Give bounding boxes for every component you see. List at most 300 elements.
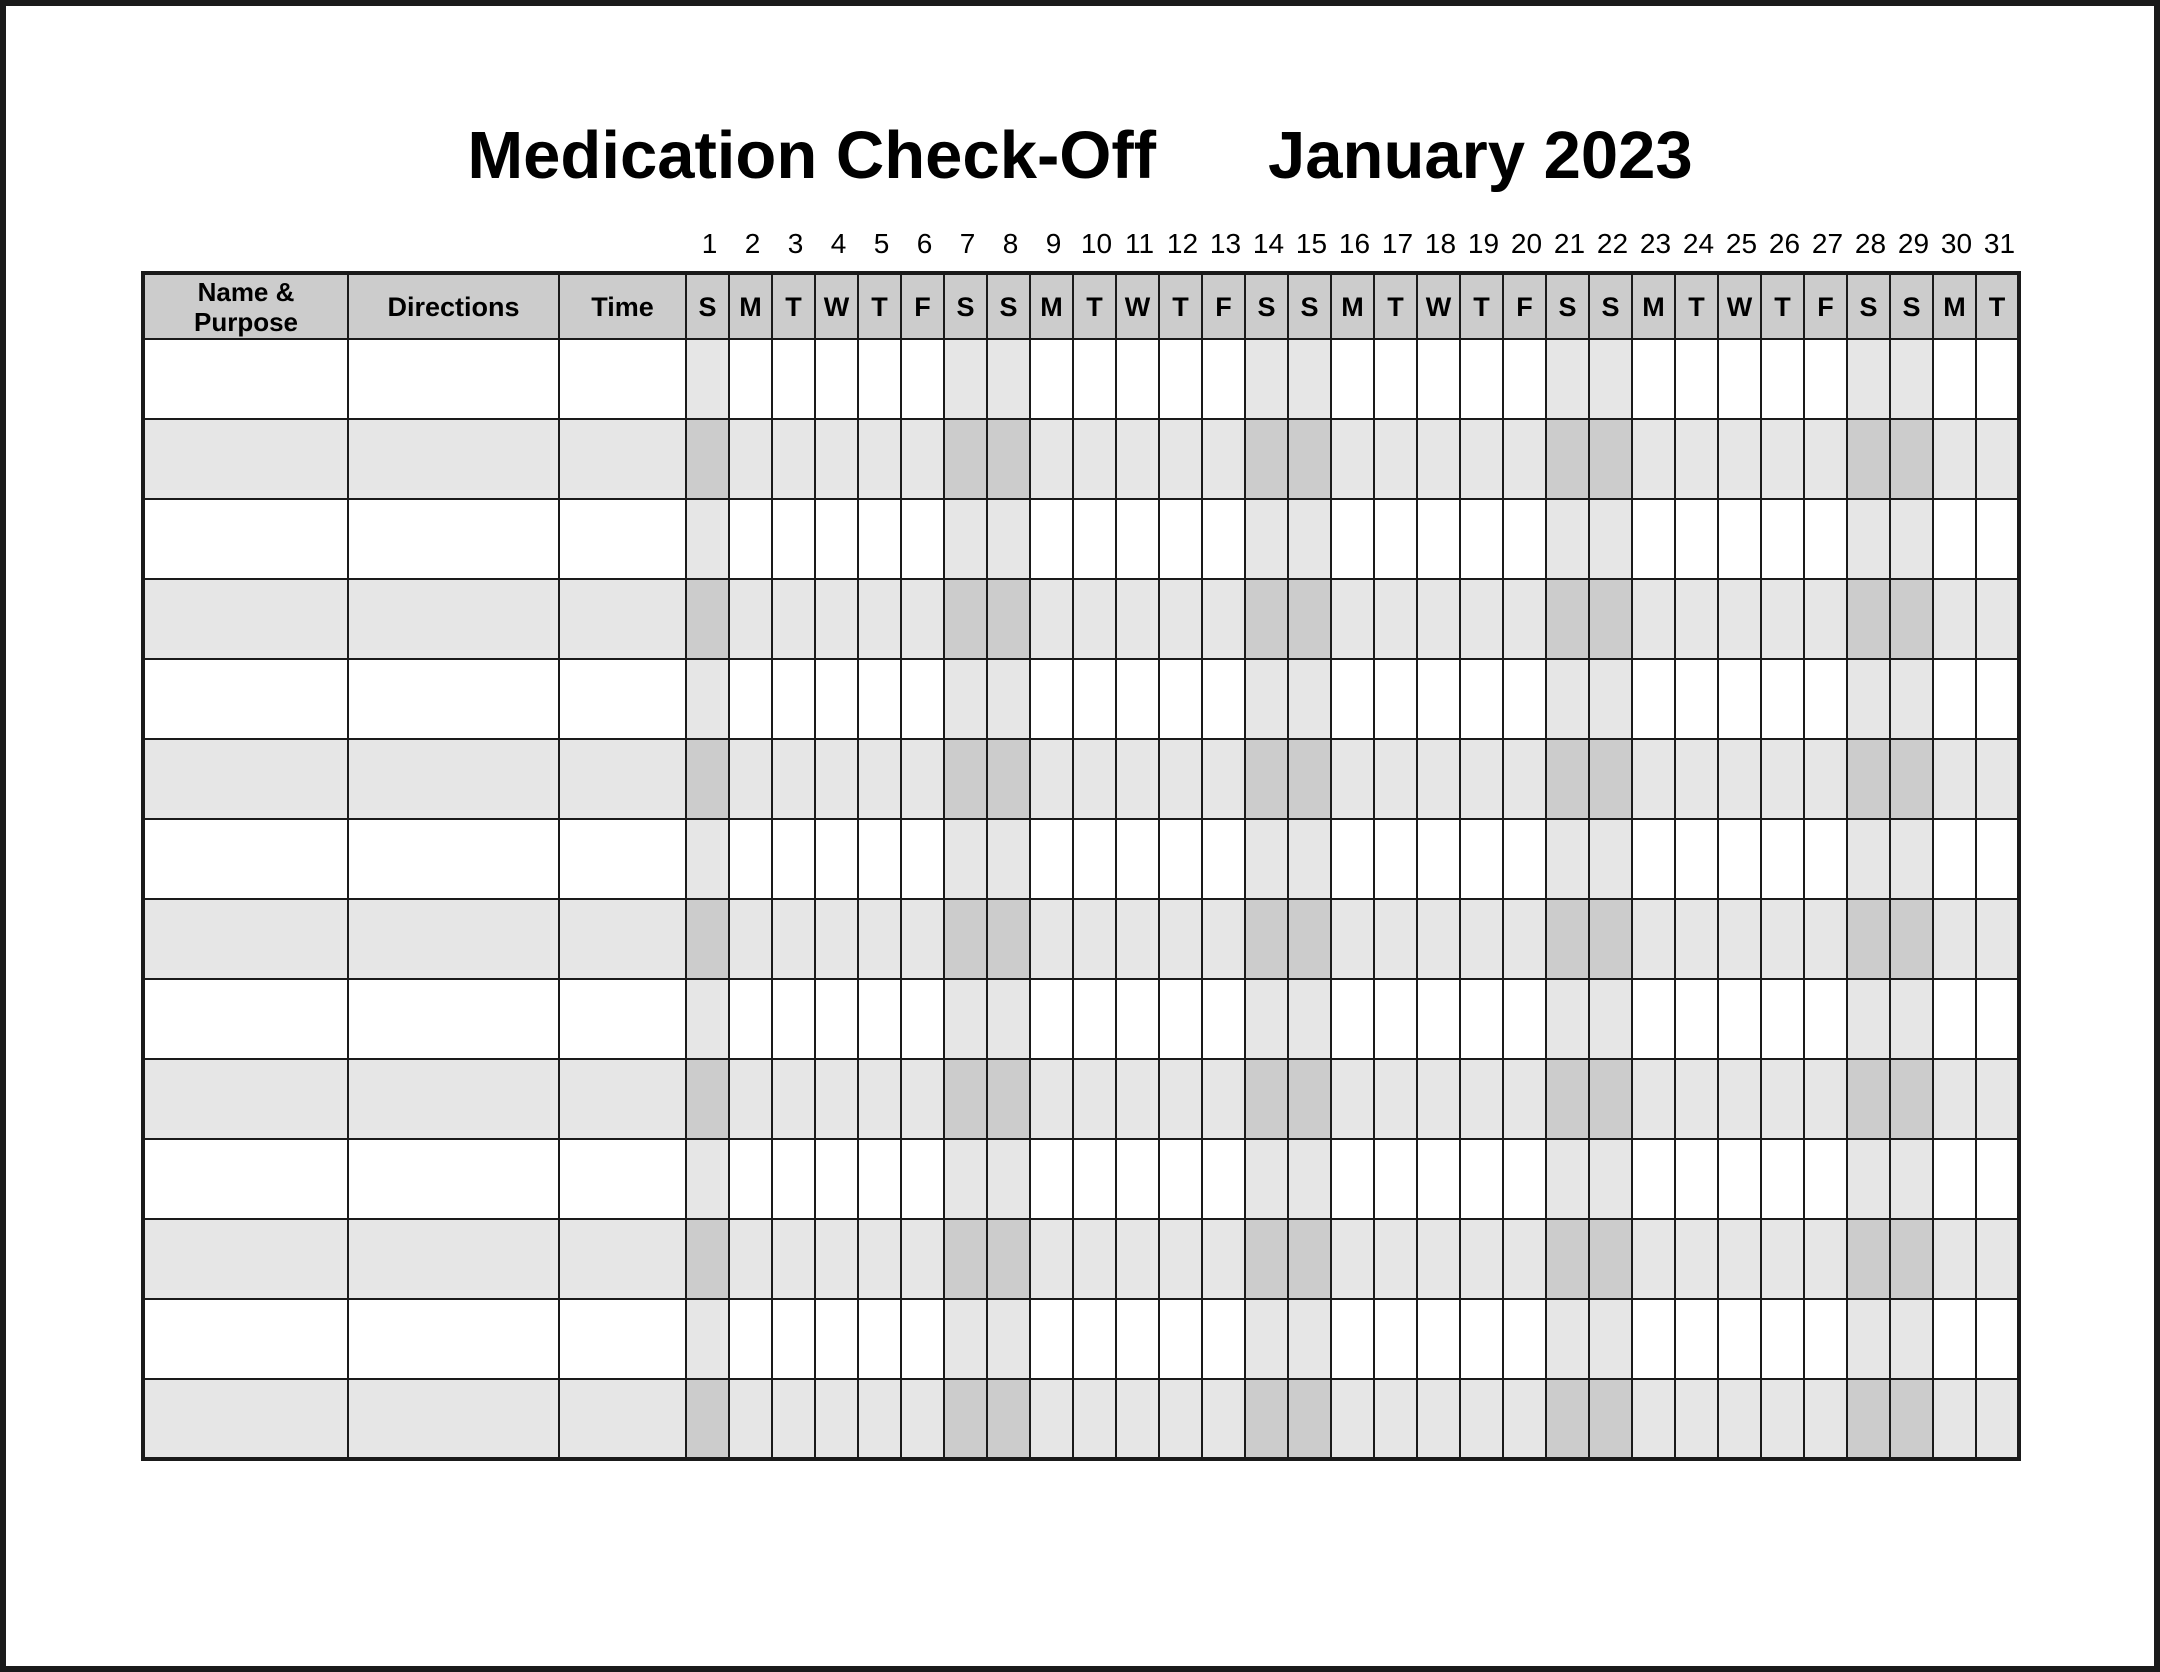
directions-cell[interactable]: [348, 339, 559, 419]
check-off-cell[interactable]: [1159, 739, 1202, 819]
check-off-cell[interactable]: [1847, 579, 1890, 659]
check-off-cell[interactable]: [1116, 979, 1159, 1059]
check-off-cell[interactable]: [1804, 1299, 1847, 1379]
check-off-cell[interactable]: [815, 1379, 858, 1459]
check-off-cell[interactable]: [1718, 899, 1761, 979]
check-off-cell[interactable]: [1288, 819, 1331, 899]
check-off-cell[interactable]: [1589, 739, 1632, 819]
check-off-cell[interactable]: [1288, 579, 1331, 659]
check-off-cell[interactable]: [1503, 899, 1546, 979]
check-off-cell[interactable]: [1718, 739, 1761, 819]
check-off-cell[interactable]: [772, 339, 815, 419]
check-off-cell[interactable]: [1374, 339, 1417, 419]
check-off-cell[interactable]: [772, 1139, 815, 1219]
check-off-cell[interactable]: [815, 659, 858, 739]
check-off-cell[interactable]: [772, 579, 815, 659]
check-off-cell[interactable]: [1632, 659, 1675, 739]
check-off-cell[interactable]: [1761, 659, 1804, 739]
check-off-cell[interactable]: [1030, 339, 1073, 419]
check-off-cell[interactable]: [1116, 1059, 1159, 1139]
check-off-cell[interactable]: [1245, 979, 1288, 1059]
check-off-cell[interactable]: [1202, 659, 1245, 739]
check-off-cell[interactable]: [987, 1299, 1030, 1379]
check-off-cell[interactable]: [1116, 659, 1159, 739]
name-purpose-cell[interactable]: [143, 1059, 348, 1139]
check-off-cell[interactable]: [987, 899, 1030, 979]
check-off-cell[interactable]: [772, 499, 815, 579]
check-off-cell[interactable]: [1245, 579, 1288, 659]
check-off-cell[interactable]: [1847, 979, 1890, 1059]
check-off-cell[interactable]: [1675, 899, 1718, 979]
check-off-cell[interactable]: [1933, 819, 1976, 899]
check-off-cell[interactable]: [1546, 819, 1589, 899]
check-off-cell[interactable]: [772, 419, 815, 499]
check-off-cell[interactable]: [1804, 1139, 1847, 1219]
check-off-cell[interactable]: [729, 579, 772, 659]
check-off-cell[interactable]: [1675, 579, 1718, 659]
check-off-cell[interactable]: [1030, 659, 1073, 739]
check-off-cell[interactable]: [1202, 579, 1245, 659]
check-off-cell[interactable]: [1804, 659, 1847, 739]
check-off-cell[interactable]: [729, 339, 772, 419]
check-off-cell[interactable]: [1159, 979, 1202, 1059]
check-off-cell[interactable]: [1847, 659, 1890, 739]
check-off-cell[interactable]: [1761, 1299, 1804, 1379]
check-off-cell[interactable]: [1503, 499, 1546, 579]
check-off-cell[interactable]: [1202, 1219, 1245, 1299]
directions-cell[interactable]: [348, 1299, 559, 1379]
check-off-cell[interactable]: [987, 659, 1030, 739]
check-off-cell[interactable]: [729, 979, 772, 1059]
check-off-cell[interactable]: [1202, 1139, 1245, 1219]
check-off-cell[interactable]: [686, 419, 729, 499]
check-off-cell[interactable]: [1546, 979, 1589, 1059]
check-off-cell[interactable]: [815, 419, 858, 499]
check-off-cell[interactable]: [1976, 739, 2019, 819]
check-off-cell[interactable]: [901, 1139, 944, 1219]
check-off-cell[interactable]: [1632, 1379, 1675, 1459]
check-off-cell[interactable]: [1331, 419, 1374, 499]
check-off-cell[interactable]: [686, 659, 729, 739]
check-off-cell[interactable]: [1288, 1059, 1331, 1139]
check-off-cell[interactable]: [1589, 899, 1632, 979]
check-off-cell[interactable]: [772, 1379, 815, 1459]
check-off-cell[interactable]: [1890, 1139, 1933, 1219]
name-purpose-cell[interactable]: [143, 339, 348, 419]
check-off-cell[interactable]: [1288, 1299, 1331, 1379]
directions-cell[interactable]: [348, 1379, 559, 1459]
check-off-cell[interactable]: [1073, 979, 1116, 1059]
check-off-cell[interactable]: [1761, 339, 1804, 419]
directions-cell[interactable]: [348, 1059, 559, 1139]
check-off-cell[interactable]: [1503, 579, 1546, 659]
check-off-cell[interactable]: [901, 1059, 944, 1139]
check-off-cell[interactable]: [1202, 1059, 1245, 1139]
check-off-cell[interactable]: [987, 499, 1030, 579]
check-off-cell[interactable]: [1503, 979, 1546, 1059]
check-off-cell[interactable]: [729, 1139, 772, 1219]
check-off-cell[interactable]: [729, 1219, 772, 1299]
check-off-cell[interactable]: [1159, 1139, 1202, 1219]
check-off-cell[interactable]: [1503, 1299, 1546, 1379]
check-off-cell[interactable]: [1073, 899, 1116, 979]
check-off-cell[interactable]: [686, 1299, 729, 1379]
name-purpose-cell[interactable]: [143, 1299, 348, 1379]
check-off-cell[interactable]: [1460, 899, 1503, 979]
check-off-cell[interactable]: [1331, 1059, 1374, 1139]
check-off-cell[interactable]: [1030, 1299, 1073, 1379]
check-off-cell[interactable]: [858, 339, 901, 419]
check-off-cell[interactable]: [858, 499, 901, 579]
check-off-cell[interactable]: [1460, 739, 1503, 819]
check-off-cell[interactable]: [1632, 579, 1675, 659]
check-off-cell[interactable]: [815, 499, 858, 579]
check-off-cell[interactable]: [858, 579, 901, 659]
check-off-cell[interactable]: [944, 899, 987, 979]
check-off-cell[interactable]: [944, 659, 987, 739]
check-off-cell[interactable]: [815, 1219, 858, 1299]
check-off-cell[interactable]: [1460, 499, 1503, 579]
check-off-cell[interactable]: [1675, 1139, 1718, 1219]
check-off-cell[interactable]: [729, 899, 772, 979]
check-off-cell[interactable]: [1503, 1219, 1546, 1299]
check-off-cell[interactable]: [1718, 339, 1761, 419]
check-off-cell[interactable]: [1245, 819, 1288, 899]
check-off-cell[interactable]: [686, 1219, 729, 1299]
check-off-cell[interactable]: [1632, 899, 1675, 979]
check-off-cell[interactable]: [1847, 1379, 1890, 1459]
check-off-cell[interactable]: [1761, 579, 1804, 659]
check-off-cell[interactable]: [1073, 1139, 1116, 1219]
time-cell[interactable]: [559, 1219, 686, 1299]
check-off-cell[interactable]: [1933, 739, 1976, 819]
directions-cell[interactable]: [348, 1139, 559, 1219]
check-off-cell[interactable]: [1460, 579, 1503, 659]
check-off-cell[interactable]: [1460, 1139, 1503, 1219]
check-off-cell[interactable]: [1804, 899, 1847, 979]
check-off-cell[interactable]: [1202, 979, 1245, 1059]
time-cell[interactable]: [559, 1299, 686, 1379]
check-off-cell[interactable]: [901, 1379, 944, 1459]
check-off-cell[interactable]: [1847, 1059, 1890, 1139]
check-off-cell[interactable]: [901, 339, 944, 419]
check-off-cell[interactable]: [815, 819, 858, 899]
check-off-cell[interactable]: [686, 1139, 729, 1219]
check-off-cell[interactable]: [1202, 819, 1245, 899]
check-off-cell[interactable]: [1589, 499, 1632, 579]
check-off-cell[interactable]: [1976, 819, 2019, 899]
check-off-cell[interactable]: [772, 899, 815, 979]
check-off-cell[interactable]: [1976, 979, 2019, 1059]
check-off-cell[interactable]: [1245, 339, 1288, 419]
check-off-cell[interactable]: [944, 979, 987, 1059]
check-off-cell[interactable]: [729, 1059, 772, 1139]
check-off-cell[interactable]: [1804, 339, 1847, 419]
check-off-cell[interactable]: [1417, 1219, 1460, 1299]
check-off-cell[interactable]: [1030, 499, 1073, 579]
check-off-cell[interactable]: [1503, 819, 1546, 899]
check-off-cell[interactable]: [1804, 1059, 1847, 1139]
check-off-cell[interactable]: [1245, 1139, 1288, 1219]
check-off-cell[interactable]: [1460, 1299, 1503, 1379]
check-off-cell[interactable]: [1933, 1139, 1976, 1219]
check-off-cell[interactable]: [901, 899, 944, 979]
check-off-cell[interactable]: [1374, 1379, 1417, 1459]
check-off-cell[interactable]: [858, 979, 901, 1059]
check-off-cell[interactable]: [1675, 739, 1718, 819]
check-off-cell[interactable]: [1417, 659, 1460, 739]
check-off-cell[interactable]: [1374, 819, 1417, 899]
check-off-cell[interactable]: [1374, 899, 1417, 979]
check-off-cell[interactable]: [1202, 419, 1245, 499]
check-off-cell[interactable]: [1331, 1139, 1374, 1219]
check-off-cell[interactable]: [1847, 1139, 1890, 1219]
check-off-cell[interactable]: [1503, 1059, 1546, 1139]
name-purpose-cell[interactable]: [143, 899, 348, 979]
check-off-cell[interactable]: [1073, 579, 1116, 659]
check-off-cell[interactable]: [1159, 1379, 1202, 1459]
check-off-cell[interactable]: [1073, 1299, 1116, 1379]
check-off-cell[interactable]: [1804, 1379, 1847, 1459]
check-off-cell[interactable]: [686, 899, 729, 979]
check-off-cell[interactable]: [1159, 1299, 1202, 1379]
check-off-cell[interactable]: [1417, 579, 1460, 659]
check-off-cell[interactable]: [1546, 1059, 1589, 1139]
check-off-cell[interactable]: [1632, 739, 1675, 819]
check-off-cell[interactable]: [1761, 1059, 1804, 1139]
directions-cell[interactable]: [348, 419, 559, 499]
check-off-cell[interactable]: [1804, 819, 1847, 899]
check-off-cell[interactable]: [686, 739, 729, 819]
check-off-cell[interactable]: [1288, 739, 1331, 819]
check-off-cell[interactable]: [1890, 499, 1933, 579]
check-off-cell[interactable]: [1159, 499, 1202, 579]
check-off-cell[interactable]: [1503, 339, 1546, 419]
time-cell[interactable]: [559, 579, 686, 659]
check-off-cell[interactable]: [1159, 659, 1202, 739]
check-off-cell[interactable]: [1159, 899, 1202, 979]
check-off-cell[interactable]: [686, 819, 729, 899]
check-off-cell[interactable]: [1503, 419, 1546, 499]
check-off-cell[interactable]: [1374, 1139, 1417, 1219]
check-off-cell[interactable]: [1460, 659, 1503, 739]
check-off-cell[interactable]: [729, 419, 772, 499]
check-off-cell[interactable]: [1546, 659, 1589, 739]
check-off-cell[interactable]: [1202, 899, 1245, 979]
check-off-cell[interactable]: [1933, 1379, 1976, 1459]
check-off-cell[interactable]: [1933, 899, 1976, 979]
check-off-cell[interactable]: [1159, 419, 1202, 499]
check-off-cell[interactable]: [944, 339, 987, 419]
check-off-cell[interactable]: [1460, 1059, 1503, 1139]
check-off-cell[interactable]: [1890, 739, 1933, 819]
check-off-cell[interactable]: [1761, 819, 1804, 899]
check-off-cell[interactable]: [1245, 499, 1288, 579]
check-off-cell[interactable]: [1804, 419, 1847, 499]
directions-cell[interactable]: [348, 899, 559, 979]
check-off-cell[interactable]: [1675, 1299, 1718, 1379]
check-off-cell[interactable]: [1632, 1139, 1675, 1219]
check-off-cell[interactable]: [1933, 339, 1976, 419]
check-off-cell[interactable]: [1116, 1219, 1159, 1299]
check-off-cell[interactable]: [1761, 1139, 1804, 1219]
name-purpose-cell[interactable]: [143, 659, 348, 739]
time-cell[interactable]: [559, 739, 686, 819]
check-off-cell[interactable]: [1116, 579, 1159, 659]
check-off-cell[interactable]: [1589, 1139, 1632, 1219]
check-off-cell[interactable]: [1245, 739, 1288, 819]
check-off-cell[interactable]: [1718, 1219, 1761, 1299]
check-off-cell[interactable]: [1159, 819, 1202, 899]
check-off-cell[interactable]: [686, 579, 729, 659]
check-off-cell[interactable]: [1116, 899, 1159, 979]
check-off-cell[interactable]: [1030, 1059, 1073, 1139]
check-off-cell[interactable]: [1202, 499, 1245, 579]
check-off-cell[interactable]: [1546, 739, 1589, 819]
check-off-cell[interactable]: [1933, 579, 1976, 659]
check-off-cell[interactable]: [1202, 739, 1245, 819]
check-off-cell[interactable]: [1116, 819, 1159, 899]
check-off-cell[interactable]: [1417, 739, 1460, 819]
check-off-cell[interactable]: [987, 739, 1030, 819]
check-off-cell[interactable]: [858, 819, 901, 899]
check-off-cell[interactable]: [1460, 1379, 1503, 1459]
check-off-cell[interactable]: [686, 339, 729, 419]
time-cell[interactable]: [559, 419, 686, 499]
check-off-cell[interactable]: [1976, 899, 2019, 979]
check-off-cell[interactable]: [944, 419, 987, 499]
check-off-cell[interactable]: [1847, 1299, 1890, 1379]
check-off-cell[interactable]: [1331, 739, 1374, 819]
check-off-cell[interactable]: [1030, 899, 1073, 979]
check-off-cell[interactable]: [729, 499, 772, 579]
check-off-cell[interactable]: [1632, 499, 1675, 579]
check-off-cell[interactable]: [1890, 979, 1933, 1059]
check-off-cell[interactable]: [1847, 1219, 1890, 1299]
check-off-cell[interactable]: [815, 1299, 858, 1379]
name-purpose-cell[interactable]: [143, 579, 348, 659]
check-off-cell[interactable]: [1933, 659, 1976, 739]
check-off-cell[interactable]: [1030, 979, 1073, 1059]
check-off-cell[interactable]: [1331, 339, 1374, 419]
check-off-cell[interactable]: [1632, 339, 1675, 419]
check-off-cell[interactable]: [1675, 659, 1718, 739]
time-cell[interactable]: [559, 899, 686, 979]
check-off-cell[interactable]: [1589, 659, 1632, 739]
check-off-cell[interactable]: [1073, 1219, 1116, 1299]
check-off-cell[interactable]: [1976, 499, 2019, 579]
check-off-cell[interactable]: [987, 979, 1030, 1059]
check-off-cell[interactable]: [1546, 899, 1589, 979]
check-off-cell[interactable]: [944, 1219, 987, 1299]
check-off-cell[interactable]: [1718, 1299, 1761, 1379]
check-off-cell[interactable]: [1546, 419, 1589, 499]
check-off-cell[interactable]: [1546, 1299, 1589, 1379]
check-off-cell[interactable]: [1761, 499, 1804, 579]
check-off-cell[interactable]: [1632, 1219, 1675, 1299]
check-off-cell[interactable]: [1976, 659, 2019, 739]
check-off-cell[interactable]: [1460, 419, 1503, 499]
check-off-cell[interactable]: [1976, 1379, 2019, 1459]
check-off-cell[interactable]: [1503, 659, 1546, 739]
check-off-cell[interactable]: [1116, 339, 1159, 419]
check-off-cell[interactable]: [772, 819, 815, 899]
check-off-cell[interactable]: [858, 1139, 901, 1219]
check-off-cell[interactable]: [772, 659, 815, 739]
directions-cell[interactable]: [348, 579, 559, 659]
check-off-cell[interactable]: [815, 899, 858, 979]
check-off-cell[interactable]: [1073, 819, 1116, 899]
check-off-cell[interactable]: [1847, 419, 1890, 499]
check-off-cell[interactable]: [1374, 979, 1417, 1059]
check-off-cell[interactable]: [987, 819, 1030, 899]
directions-cell[interactable]: [348, 659, 559, 739]
check-off-cell[interactable]: [686, 979, 729, 1059]
check-off-cell[interactable]: [815, 339, 858, 419]
check-off-cell[interactable]: [1159, 1059, 1202, 1139]
check-off-cell[interactable]: [1245, 419, 1288, 499]
time-cell[interactable]: [559, 1139, 686, 1219]
check-off-cell[interactable]: [1331, 899, 1374, 979]
check-off-cell[interactable]: [1374, 1059, 1417, 1139]
check-off-cell[interactable]: [1933, 1219, 1976, 1299]
check-off-cell[interactable]: [1331, 979, 1374, 1059]
check-off-cell[interactable]: [1288, 339, 1331, 419]
check-off-cell[interactable]: [1503, 739, 1546, 819]
name-purpose-cell[interactable]: [143, 419, 348, 499]
check-off-cell[interactable]: [1460, 979, 1503, 1059]
check-off-cell[interactable]: [1417, 1299, 1460, 1379]
check-off-cell[interactable]: [1632, 979, 1675, 1059]
check-off-cell[interactable]: [686, 1379, 729, 1459]
check-off-cell[interactable]: [944, 819, 987, 899]
check-off-cell[interactable]: [901, 579, 944, 659]
check-off-cell[interactable]: [1374, 739, 1417, 819]
check-off-cell[interactable]: [1718, 819, 1761, 899]
check-off-cell[interactable]: [1245, 1379, 1288, 1459]
check-off-cell[interactable]: [1116, 1379, 1159, 1459]
check-off-cell[interactable]: [901, 659, 944, 739]
check-off-cell[interactable]: [1890, 1379, 1933, 1459]
directions-cell[interactable]: [348, 819, 559, 899]
check-off-cell[interactable]: [1417, 339, 1460, 419]
check-off-cell[interactable]: [987, 1379, 1030, 1459]
check-off-cell[interactable]: [858, 1219, 901, 1299]
check-off-cell[interactable]: [1288, 979, 1331, 1059]
check-off-cell[interactable]: [1589, 1379, 1632, 1459]
check-off-cell[interactable]: [1976, 419, 2019, 499]
check-off-cell[interactable]: [1675, 979, 1718, 1059]
check-off-cell[interactable]: [1718, 1139, 1761, 1219]
check-off-cell[interactable]: [1202, 1299, 1245, 1379]
check-off-cell[interactable]: [1374, 499, 1417, 579]
check-off-cell[interactable]: [1632, 819, 1675, 899]
time-cell[interactable]: [559, 499, 686, 579]
directions-cell[interactable]: [348, 1219, 559, 1299]
check-off-cell[interactable]: [944, 1299, 987, 1379]
check-off-cell[interactable]: [901, 499, 944, 579]
check-off-cell[interactable]: [1589, 979, 1632, 1059]
check-off-cell[interactable]: [944, 1139, 987, 1219]
check-off-cell[interactable]: [1589, 1219, 1632, 1299]
check-off-cell[interactable]: [1288, 499, 1331, 579]
check-off-cell[interactable]: [1761, 419, 1804, 499]
check-off-cell[interactable]: [1847, 899, 1890, 979]
check-off-cell[interactable]: [1890, 1219, 1933, 1299]
check-off-cell[interactable]: [1890, 659, 1933, 739]
check-off-cell[interactable]: [1890, 579, 1933, 659]
check-off-cell[interactable]: [1976, 1059, 2019, 1139]
